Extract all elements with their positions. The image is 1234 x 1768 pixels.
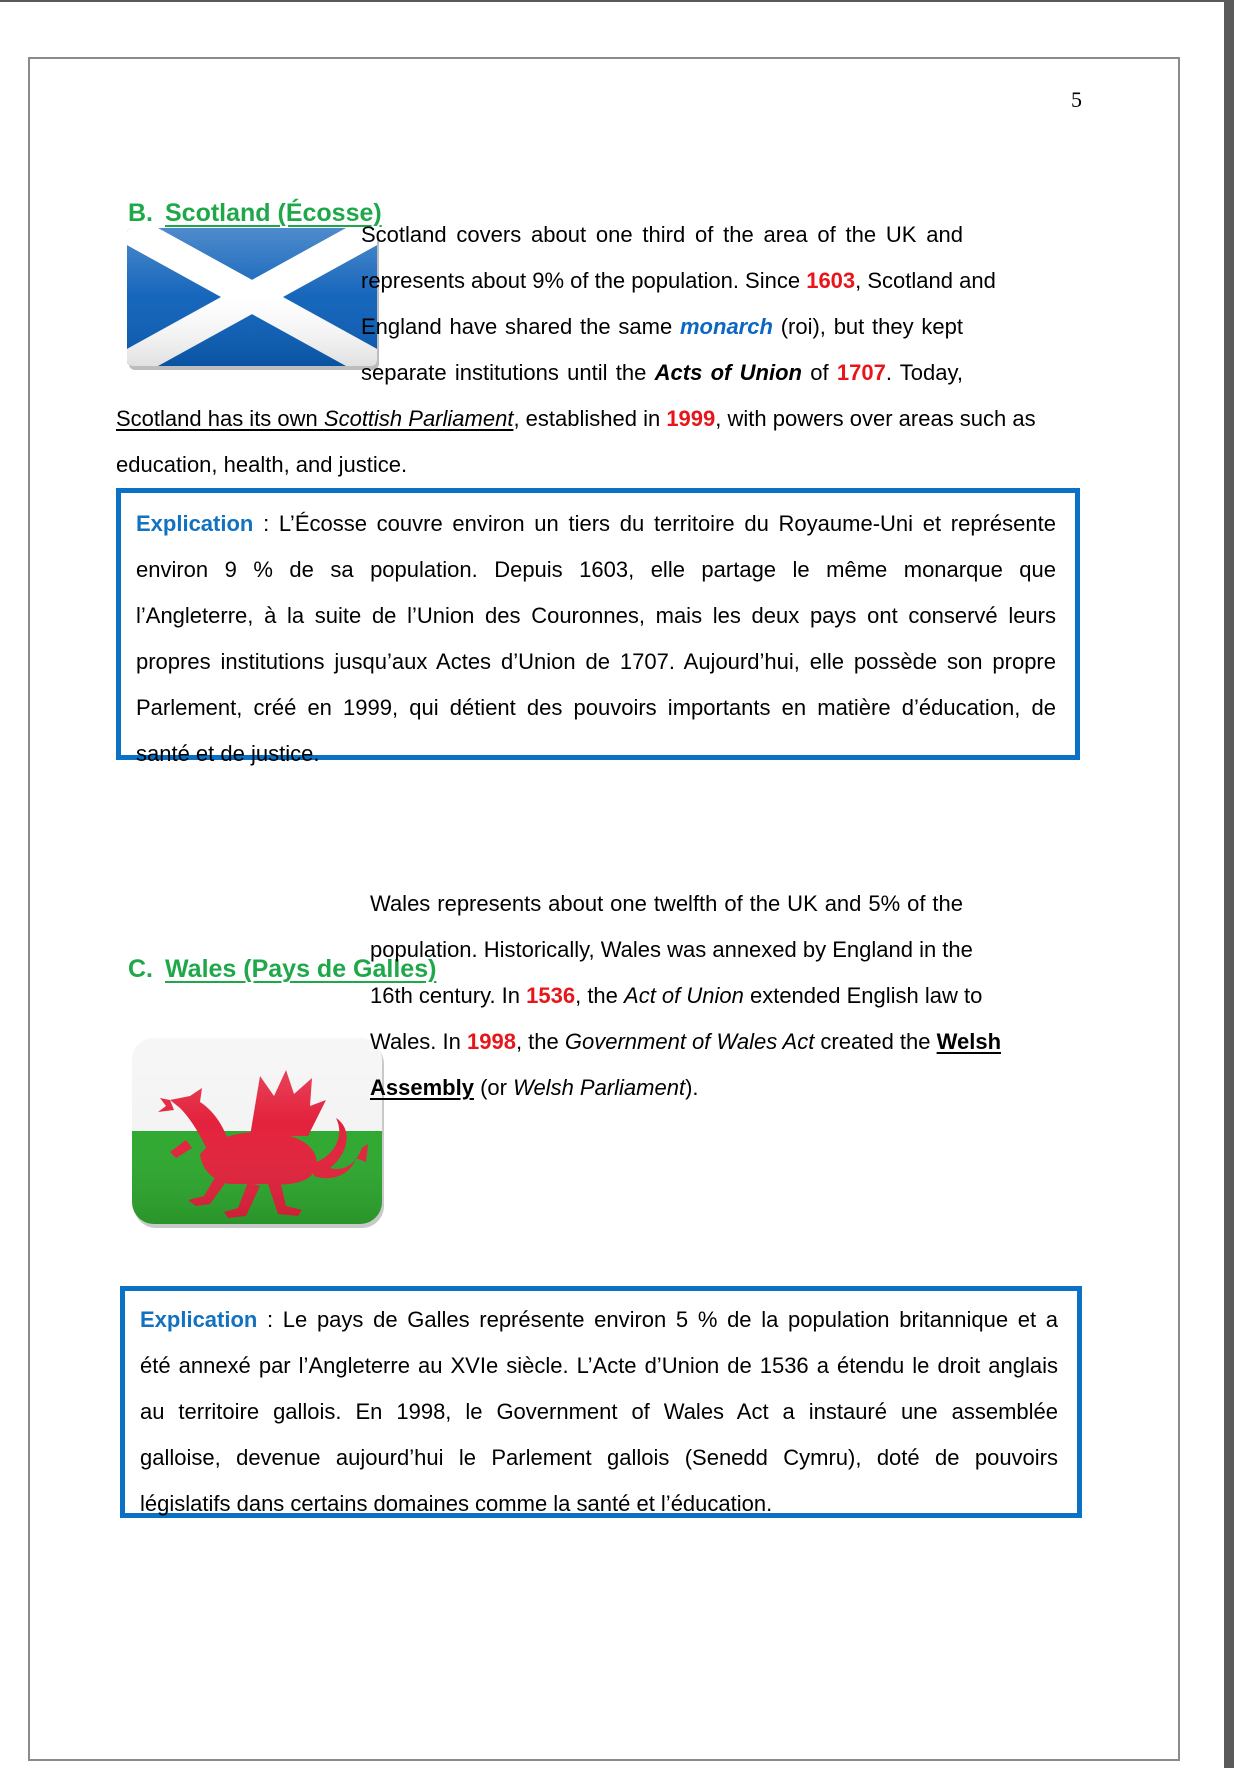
scotland-heading: [128, 199, 382, 228]
scotland-expl-line-6: santé et de justice.: [136, 741, 320, 766]
wales-line-1: Wales represents about one twelfth of the UK and 5% of the: [370, 891, 963, 916]
wales-expl-line-3: au territoire gallois. En 1998, le Government of Wales Act a instauré une assemblée: [140, 1399, 1058, 1424]
scotland-flag-icon: [125, 226, 379, 370]
year-1603: 1603: [806, 268, 856, 293]
monarch-term: monarch: [680, 314, 773, 339]
scotland-expl-line-3: l’Angleterre, à la suite de l’Union des Couronnes, mais les deux pays ont conservé leurs: [136, 603, 1056, 628]
scotland-line-5: Scotland has its own Scottish Parliament, established in 1999, with powers over areas such as: [116, 406, 1036, 431]
wales-expl-line-1: Explication : Le pays de Galles représente environ 5 % de la population britannique et a: [140, 1307, 1058, 1332]
government-of-wales-act-term: Government of Wales Act: [564, 1029, 815, 1054]
scotland-expl-line-5: Parlement, créé en 1999, qui détient des pouvoirs importants en matière d’éducation, de: [136, 695, 1056, 720]
scotland-expl-line-1: Explication : L’Écosse couvre environ un tiers du territoire du Royaume-Uni et représente: [136, 511, 1056, 536]
wales-heading-letter: C.: [128, 955, 153, 983]
scotland-paragraph-bottom: [116, 396, 1036, 488]
scotland-own-parliament-underlined: Scotland has its own Scottish Parliament: [116, 406, 514, 431]
scotland-heading-title: Scotland (Écosse): [165, 199, 382, 227]
scotland-expl-line-2: environ 9 % de sa population. Depuis 1603, elle partage le même monarque que: [136, 557, 1056, 582]
year-1536: 1536: [526, 983, 576, 1008]
explication-label: Explication: [136, 511, 254, 536]
scotland-line-1: Scotland covers about one third of the area of the UK and: [361, 222, 963, 247]
scotland-expl-line-4: propres institutions jusqu’aux Actes d’Union de 1707. Aujourd’hui, elle possède son propre: [136, 649, 1056, 674]
scotland-paragraph-top: [361, 212, 996, 396]
year-1999: 1999: [666, 406, 716, 431]
year-1707: 1707: [836, 360, 886, 385]
wales-explanation-text: [140, 1297, 1058, 1527]
year-1998: 1998: [467, 1029, 516, 1054]
page-number: 5: [1071, 87, 1082, 112]
wales-paragraph: [370, 881, 1002, 1111]
wales-explanation-box: [120, 1286, 1082, 1518]
wales-line-4: Wales. In 1998, the Government of Wales Act created the Welsh: [370, 1029, 1002, 1054]
acts-of-union-term: Acts of Union: [654, 360, 802, 385]
wales-line-5: Assembly (or Welsh Parliament).: [370, 1075, 699, 1100]
wales-expl-line-2: été annexé par l’Angleterre au XVIe siècle. L’Acte d’Union de 1536 a étendu le droit anglais: [140, 1353, 1058, 1378]
wales-line-2: population. Historically, Wales was annexed by England in the: [370, 937, 973, 962]
document-page: [28, 57, 1180, 1761]
wales-line-3: 16th century. In 1536, the Act of Union extended English law to: [370, 983, 983, 1008]
welsh-assembly-term-part1: Welsh: [936, 1029, 1002, 1054]
welsh-assembly-term-part2: Assembly: [370, 1075, 474, 1100]
wales-flag-icon: [130, 1036, 386, 1230]
scotland-line-3: England have shared the same monarch (roi), but they kept: [361, 314, 964, 339]
scotland-heading-letter: B.: [128, 199, 153, 227]
scotland-line-2: represents about 9% of the population. Since 1603, Scotland and: [361, 268, 996, 293]
scottish-parliament-term: Scottish Parliament: [323, 406, 514, 431]
wales-heading-title: Wales (Pays de Galles): [165, 955, 437, 983]
wales-expl-line-5: législatifs dans certains domaines comme la santé et l’éducation.: [140, 1491, 773, 1516]
scotland-line-6: education, health, and justice.: [116, 452, 408, 477]
wales-expl-line-4: galloise, devenue aujourd’hui le Parlement gallois (Senedd Cymru), doté de pouvoirs: [140, 1445, 1058, 1470]
explication-label: Explication: [140, 1307, 258, 1332]
scotland-line-4: separate institutions until the Acts of Union of 1707. Today,: [361, 360, 963, 385]
welsh-parliament-term: Welsh Parliament: [513, 1075, 686, 1100]
scotland-explanation-text: [136, 501, 1056, 777]
act-of-union-term: Act of Union: [624, 983, 744, 1008]
scotland-explanation-box: [116, 488, 1080, 766]
